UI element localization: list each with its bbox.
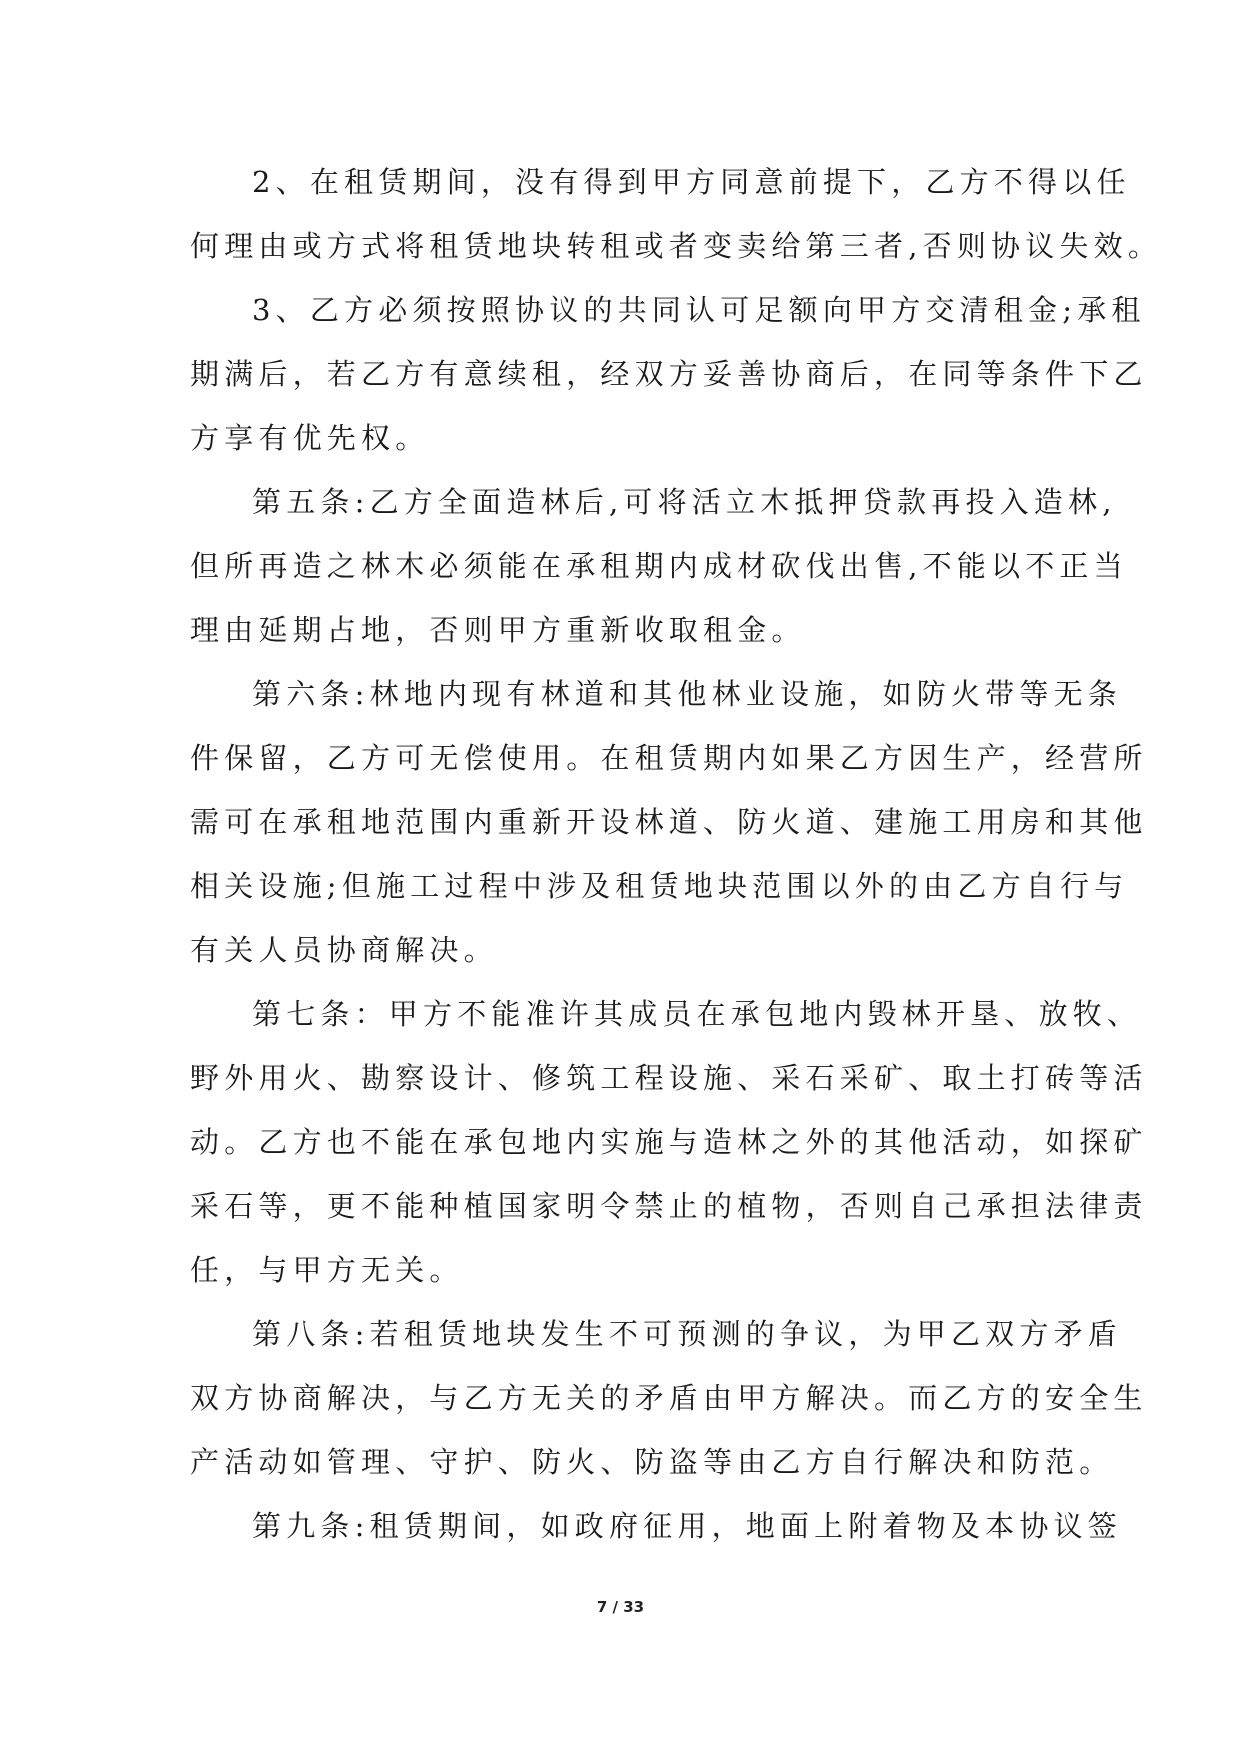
text-line: 相关设施;但施工过程中涉及租赁地块范围以外的由乙方自行与	[190, 869, 1129, 903]
text-line: 有关人员协商解决。	[190, 933, 498, 967]
text-line: 第五条:乙方全面造林后,可将活立木抵押贷款再投入造林,	[252, 485, 1117, 519]
text-line: 方享有优先权。	[190, 421, 430, 455]
text-line: 产活动如管理、守护、防火、防盗等由乙方自行解决和防范。	[190, 1445, 1114, 1479]
text-line: 动。乙方也不能在承包地内实施与造林之外的其他活动，如探矿	[190, 1125, 1148, 1159]
text-line: 采石等，更不能种植国家明令禁止的植物，否则自己承担法律责	[190, 1189, 1148, 1223]
text-line: 需可在承租地范围内重新开设林道、防火道、建施工用房和其他	[190, 805, 1148, 839]
document-body	[190, 150, 1163, 1558]
text-line: 任，与甲方无关。	[190, 1253, 464, 1287]
text-line: 第八条:若租赁地块发生不可预测的争议，为甲乙双方矛盾	[252, 1317, 1122, 1351]
text-line: 3、乙方必须按照协议的共同认可足额向甲方交清租金;承租	[252, 293, 1146, 327]
page-number: 7 / 33	[596, 1598, 645, 1616]
text-line: 期满后，若乙方有意续租，经双方妥善协商后，在同等条件下乙	[190, 357, 1148, 391]
text-line: 件保留，乙方可无偿使用。在租赁期内如果乙方因生产，经营所	[190, 741, 1148, 775]
text-line: 第七条：甲方不能准许其成员在承包地内毁林开垦、放牧、	[252, 997, 1142, 1031]
text-line: 双方协商解决，与乙方无关的矛盾由甲方解决。而乙方的安全生	[190, 1381, 1148, 1415]
text-line: 2、在租赁期间，没有得到甲方同意前提下，乙方不得以任	[252, 165, 1131, 199]
text-line: 第九条:租赁期间，如政府征用，地面上附着物及本协议签	[252, 1509, 1122, 1543]
text-line: 野外用火、勘察设计、修筑工程设施、采石采矿、取土打砖等活	[190, 1061, 1148, 1095]
text-line: 但所再造之林木必须能在承租期内成材砍伐出售,不能以不正当	[190, 549, 1128, 583]
text-line: 第六条:林地内现有林道和其他林业设施，如防火带等无条	[252, 677, 1122, 711]
text-line: 理由延期占地，否则甲方重新收取租金。	[190, 613, 806, 647]
text-line: 何理由或方式将租赁地块转租或者变卖给第三者,否则协议失效。	[190, 229, 1163, 263]
